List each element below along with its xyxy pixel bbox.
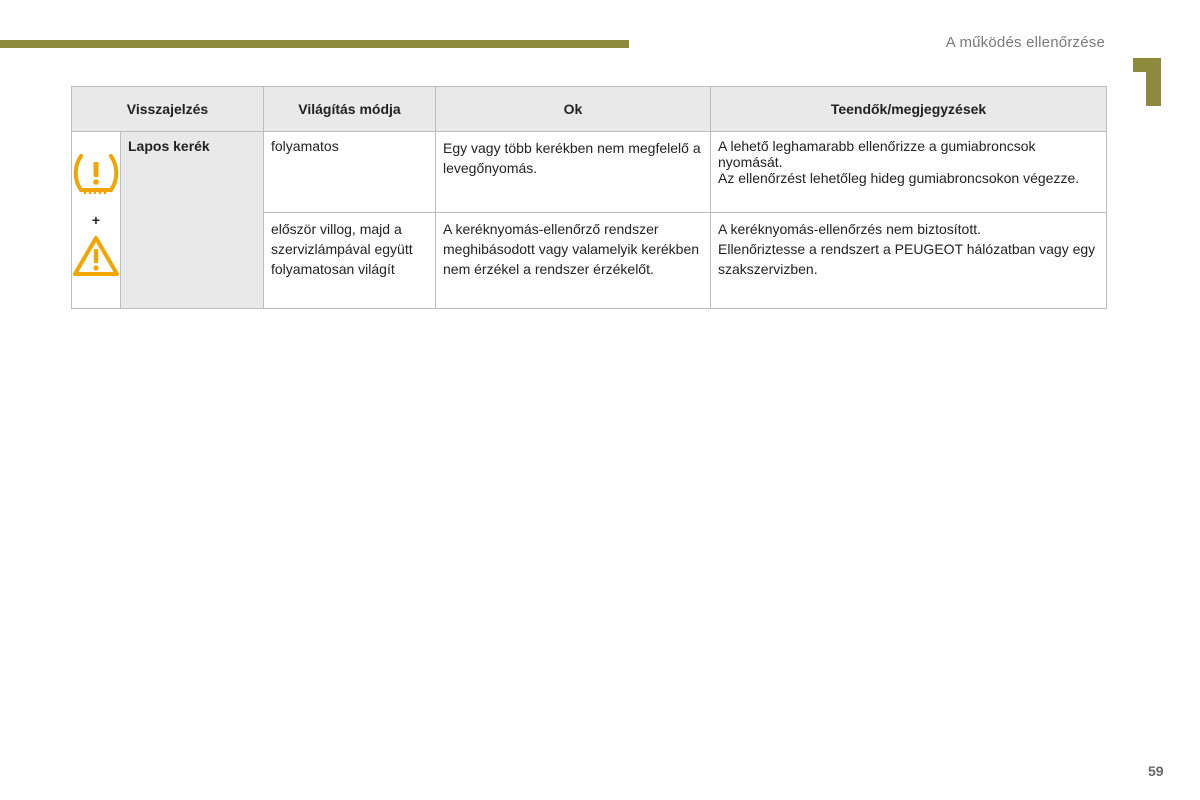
light-mode-cell: folyamatos [264, 132, 436, 213]
table-header-row [72, 87, 1107, 132]
action-line: Ellenőriztesse a rendszert a PEUGEOT hálózatban vagy egy szakszervizben. [718, 241, 1096, 277]
column-header-actions: Teendők/megjegyzések [711, 87, 1107, 132]
plus-sign: + [91, 212, 101, 228]
indicator-label: Lapos kerék [121, 132, 264, 309]
action-line: A lehető leghamarabb ellenőrizze a gumiabroncsok nyomását. [718, 138, 1036, 170]
action-cell [711, 213, 1107, 309]
action-cell [711, 132, 1107, 213]
warning-indicator-table [71, 86, 1107, 309]
cause-cell: Egy vagy több kerékben nem megfelelő a levegőnyomás. [436, 132, 711, 213]
cause-cell: A keréknyomás-ellenőrző rendszer meghibásodott vagy valamelyik kerékben nem érzékel a rendszer érzékelőt. [436, 213, 711, 309]
warning-triangle-icon [72, 234, 120, 278]
light-mode-cell: először villog, majd a szervizlámpával együtt folyamatosan világít [264, 213, 436, 309]
indicator-icons-cell [72, 132, 121, 309]
tire-pressure-warning-icon [72, 152, 120, 196]
section-title: A működés ellenőrzése [945, 34, 1105, 51]
column-header-light-mode: Világítás módja [264, 87, 436, 132]
table-row [72, 132, 1107, 213]
header-accent-bar [0, 40, 629, 48]
column-header-indicator: Visszajelzés [72, 87, 264, 132]
column-header-cause: Ok [436, 87, 711, 132]
page-number: 59 [1148, 763, 1164, 779]
action-line: Az ellenőrzést lehetőleg hideg gumiabroncsokon végezze. [718, 170, 1080, 186]
action-line: A keréknyomás-ellenőrzés nem biztosított. [718, 221, 982, 237]
